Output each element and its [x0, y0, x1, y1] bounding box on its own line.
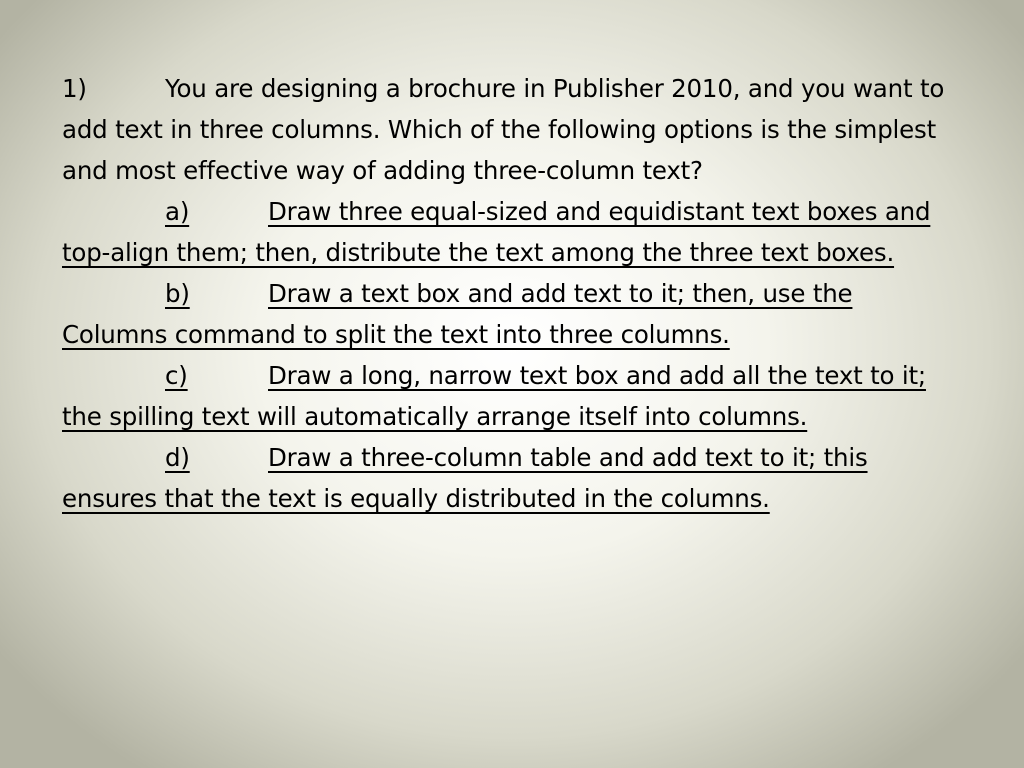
quiz-content [62, 68, 962, 519]
option-a-text: Draw three equal-sized and equidistant text boxes and top-align them; then, distribute the text among the three text boxes. [62, 197, 931, 267]
option-a [62, 191, 962, 273]
option-d [62, 437, 962, 519]
option-b-text: Draw a text box and add text to it; then, use the Columns command to split the text into three columns. [62, 279, 853, 349]
option-b [62, 273, 962, 355]
option-d-text: Draw a three-column table and add text to it; this ensures that the text is equally distributed in the columns. [62, 443, 868, 513]
question-number: 1) [62, 74, 87, 103]
option-b-letter: b) [165, 279, 190, 308]
option-c-text: Draw a long, narrow text box and add all the text to it; the spilling text will automatically arrange itself into columns. [62, 361, 926, 431]
option-d-letter: d) [165, 443, 190, 472]
question [62, 68, 962, 191]
option-c-letter: c) [165, 361, 188, 390]
option-c [62, 355, 962, 437]
option-a-letter: a) [165, 197, 190, 226]
question-text: You are designing a brochure in Publisher 2010, and you want to add text in three columns. Which of the following options is the simplest and most effective way of adding three-column text? [62, 74, 945, 185]
